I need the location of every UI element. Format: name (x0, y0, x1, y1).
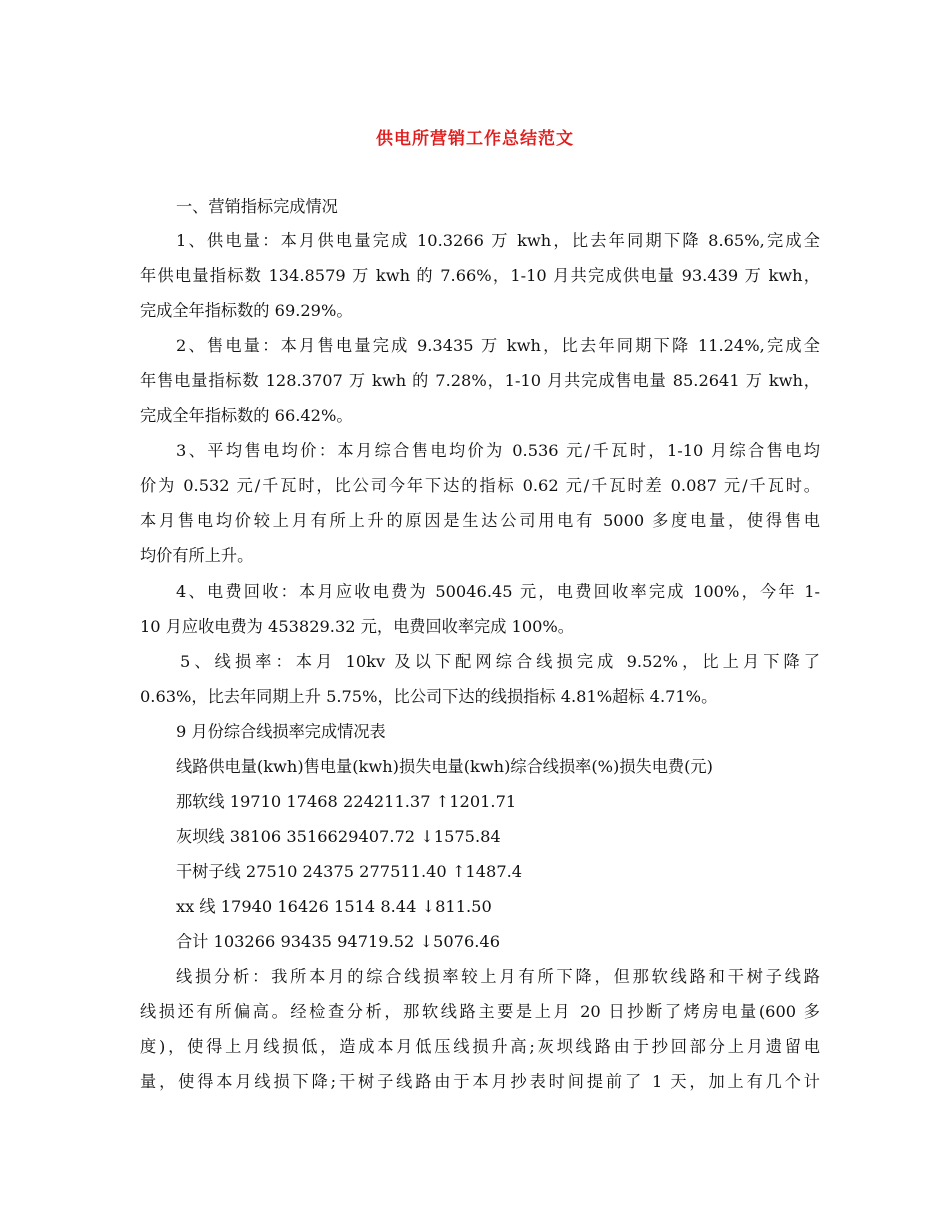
paragraph-line: 3、平均售电均价：本月综合售电均价为 0.536 元/千瓦时，1-10 月综合售电均 (176, 441, 820, 460)
paragraph-line: 线损还有所偏高。经检查分析，那软线路主要是上月 20 日抄断了烤房电量(600 多 (140, 1002, 820, 1021)
paragraph-line: 4、电费回收：本月应收电费为 50046.45 元，电费回收率完成 100%，今年 1- (176, 582, 820, 601)
paragraph-line: 量，使得本月线损下降;干树子线路由于本月抄表时间提前了 1 天，加上有几个计 (140, 1072, 820, 1091)
paragraph-line: 年售电量指标数 128.3707 万 kwh 的 7.28%，1-10 月共完成售电量 85.2641 万 kwh， (140, 371, 820, 390)
paragraph-line: 2、售电量：本月售电量完成 9.3435 万 kwh，比去年同期下降 11.24%,完成全 (176, 336, 820, 355)
table-caption: 9 月份综合线损率完成情况表 (176, 722, 386, 741)
table-row: 干树子线 27510 24375 277511.40 ↑1487.4 (176, 862, 523, 881)
document-title: 供电所营销工作总结范文 (376, 129, 574, 149)
paragraph-line: 1、供电量：本月供电量完成 10.3266 万 kwh，比去年同期下降 8.65%,完成全 (176, 231, 820, 250)
section-heading: 一、营销指标完成情况 (176, 197, 338, 216)
paragraph-line: 0.63%，比去年同期上升 5.75%，比公司下达的线损指标 4.81%超标 4.71%。 (140, 687, 718, 706)
paragraph-line: 5、线损率：本月 10kv 及以下配网综合线损完成 9.52%，比上月下降了 (180, 652, 820, 671)
paragraph-line: 年供电量指标数 134.8579 万 kwh 的 7.66%，1-10 月共完成供电量 93.439 万 kwh， (140, 266, 820, 285)
table-row-total: 合计 103266 93435 94719.52 ↓5076.46 (176, 932, 500, 951)
paragraph-line: 完成全年指标数的 66.42%。 (140, 406, 353, 425)
paragraph-line: 价为 0.532 元/千瓦时，比公司今年下达的指标 0.62 元/千瓦时差 0.087 元/千瓦时。 (140, 476, 820, 495)
paragraph-line: 本月售电均价较上月有所上升的原因是生达公司用电有 5000 多度电量，使得售电 (140, 511, 820, 530)
paragraph-line: 10 月应收电费为 453829.32 元，电费回收率完成 100%。 (140, 617, 574, 636)
table-row: 灰坝线 38106 3516629407.72 ↓1575.84 (176, 827, 501, 846)
table-header: 线路供电量(kwh)售电量(kwh)损失电量(kwh)综合线损率(%)损失电费(元) (176, 757, 713, 776)
paragraph-line: 均价有所上升。 (140, 546, 254, 565)
paragraph-line: 线损分析：我所本月的综合线损率较上月有所下降，但那软线路和干树子线路 (176, 967, 820, 986)
table-row: xx 线 17940 16426 1514 8.44 ↓811.50 (176, 897, 492, 916)
table-row: 那软线 19710 17468 224211.37 ↑1201.71 (176, 792, 517, 811)
paragraph-line: 完成全年指标数的 69.29%。 (140, 301, 353, 320)
paragraph-line: 度)，使得上月线损低，造成本月低压线损升高;灰坝线路由于抄回部分上月遗留电 (140, 1037, 820, 1056)
